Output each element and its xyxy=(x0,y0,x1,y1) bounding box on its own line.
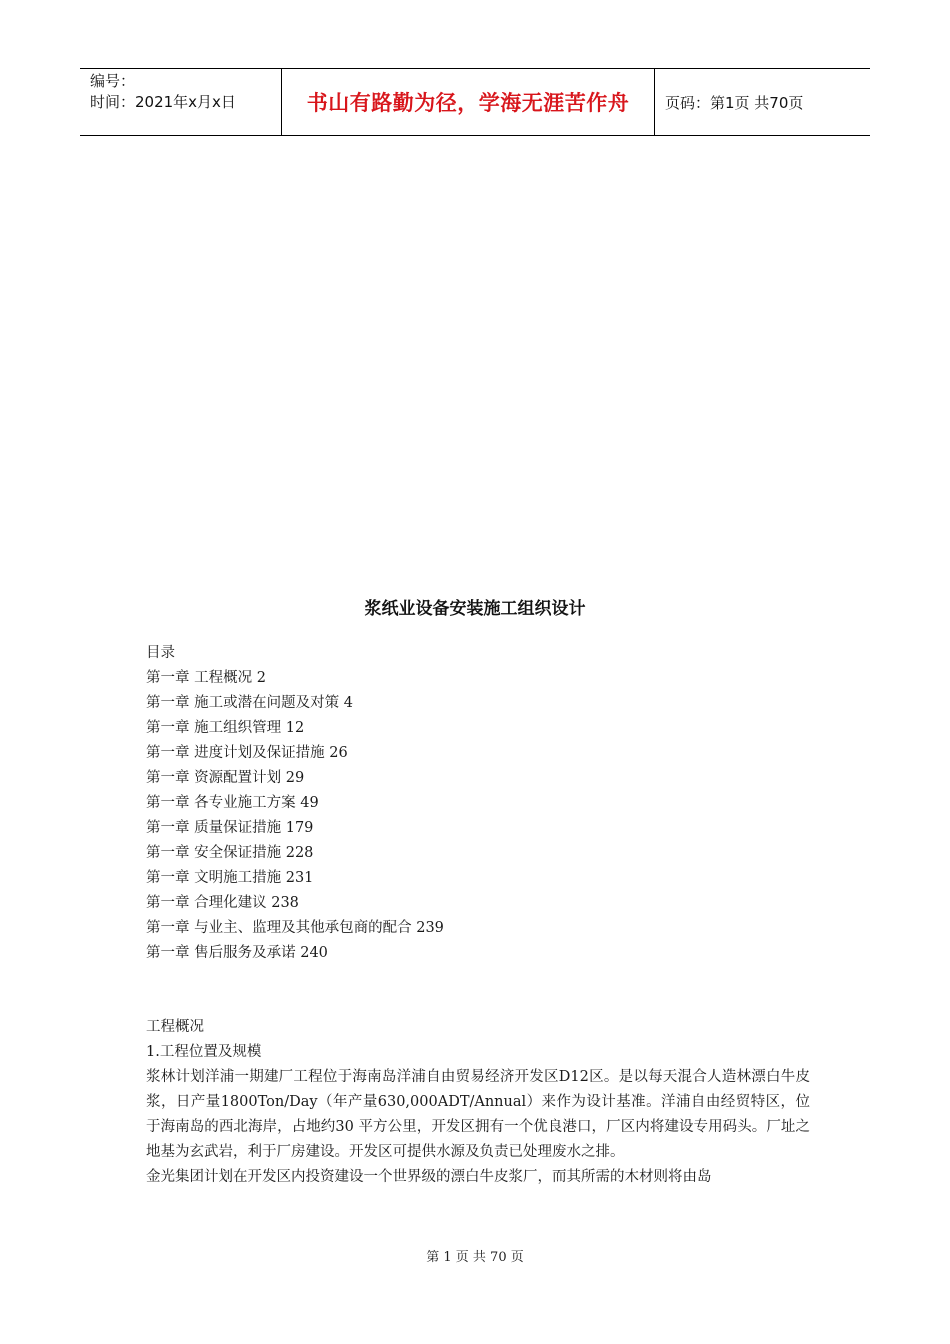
toc-item: 第一章 合理化建议 238 xyxy=(146,895,299,911)
toc-item: 第一章 施工或潜在问题及对策 4 xyxy=(146,695,353,711)
toc-heading: 目录 xyxy=(146,645,175,661)
toc-item: 第一章 工程概况 2 xyxy=(146,670,266,686)
toc-item: 第一章 售后服务及承诺 240 xyxy=(146,945,328,961)
body-paragraph: 金光集团计划在开发区内投资建设一个世界级的漂白牛皮浆厂，而其所需的木材则将由岛 xyxy=(146,1169,712,1185)
header-page-info: 页码：第1页 共70页 xyxy=(665,93,804,112)
header-meta-cell xyxy=(80,69,281,135)
body-paragraph: 浆林计划洋浦一期建厂工程位于海南岛洋浦自由贸易经济开发区D12区。是以每天混合人造林漂白牛皮浆，日产量1800Ton/Day（年产量630,000ADT/Annual）来作为设计基准。洋浦自由经贸特区，位于海南岛的西北海岸，占地约30 平方公里，开发区拥有一个优良港口，厂区内将建设专用码头。厂址之地基为玄武岩，利于厂房建设。开发区可提供水源及负责已处理废水之排。 xyxy=(146,1069,810,1160)
document-title: 浆纸业设备安装施工组织设计 xyxy=(364,599,586,619)
body-section xyxy=(146,1015,810,1190)
toc-item: 第一章 进度计划及保证措施 26 xyxy=(146,745,348,761)
toc-item: 第一章 施工组织管理 12 xyxy=(146,720,305,736)
toc-item: 第一章 各专业施工方案 49 xyxy=(146,795,319,811)
header-page-cell xyxy=(655,69,870,135)
toc-item: 第一章 安全保证措施 228 xyxy=(146,845,314,861)
toc-item: 第一章 质量保证措施 179 xyxy=(146,820,314,836)
header-motto: 书山有路勤为径，学海无涯苦作舟 xyxy=(306,91,630,115)
subsection-heading: 1.工程位置及规模 xyxy=(146,1044,262,1060)
time-label: 时间：2021年x月x日 xyxy=(90,93,236,111)
number-label: 编号： xyxy=(90,72,136,90)
header-table xyxy=(80,68,870,136)
toc-item: 第一章 资源配置计划 29 xyxy=(146,770,305,786)
toc-item: 第一章 与业主、监理及其他承包商的配合 239 xyxy=(146,920,444,936)
table-of-contents xyxy=(146,641,444,966)
toc-item: 第一章 文明施工措施 231 xyxy=(146,870,314,886)
section-heading: 工程概况 xyxy=(146,1019,204,1035)
header-motto-cell xyxy=(281,69,655,135)
page-footer: 第 1 页 共 70 页 xyxy=(426,1250,524,1265)
